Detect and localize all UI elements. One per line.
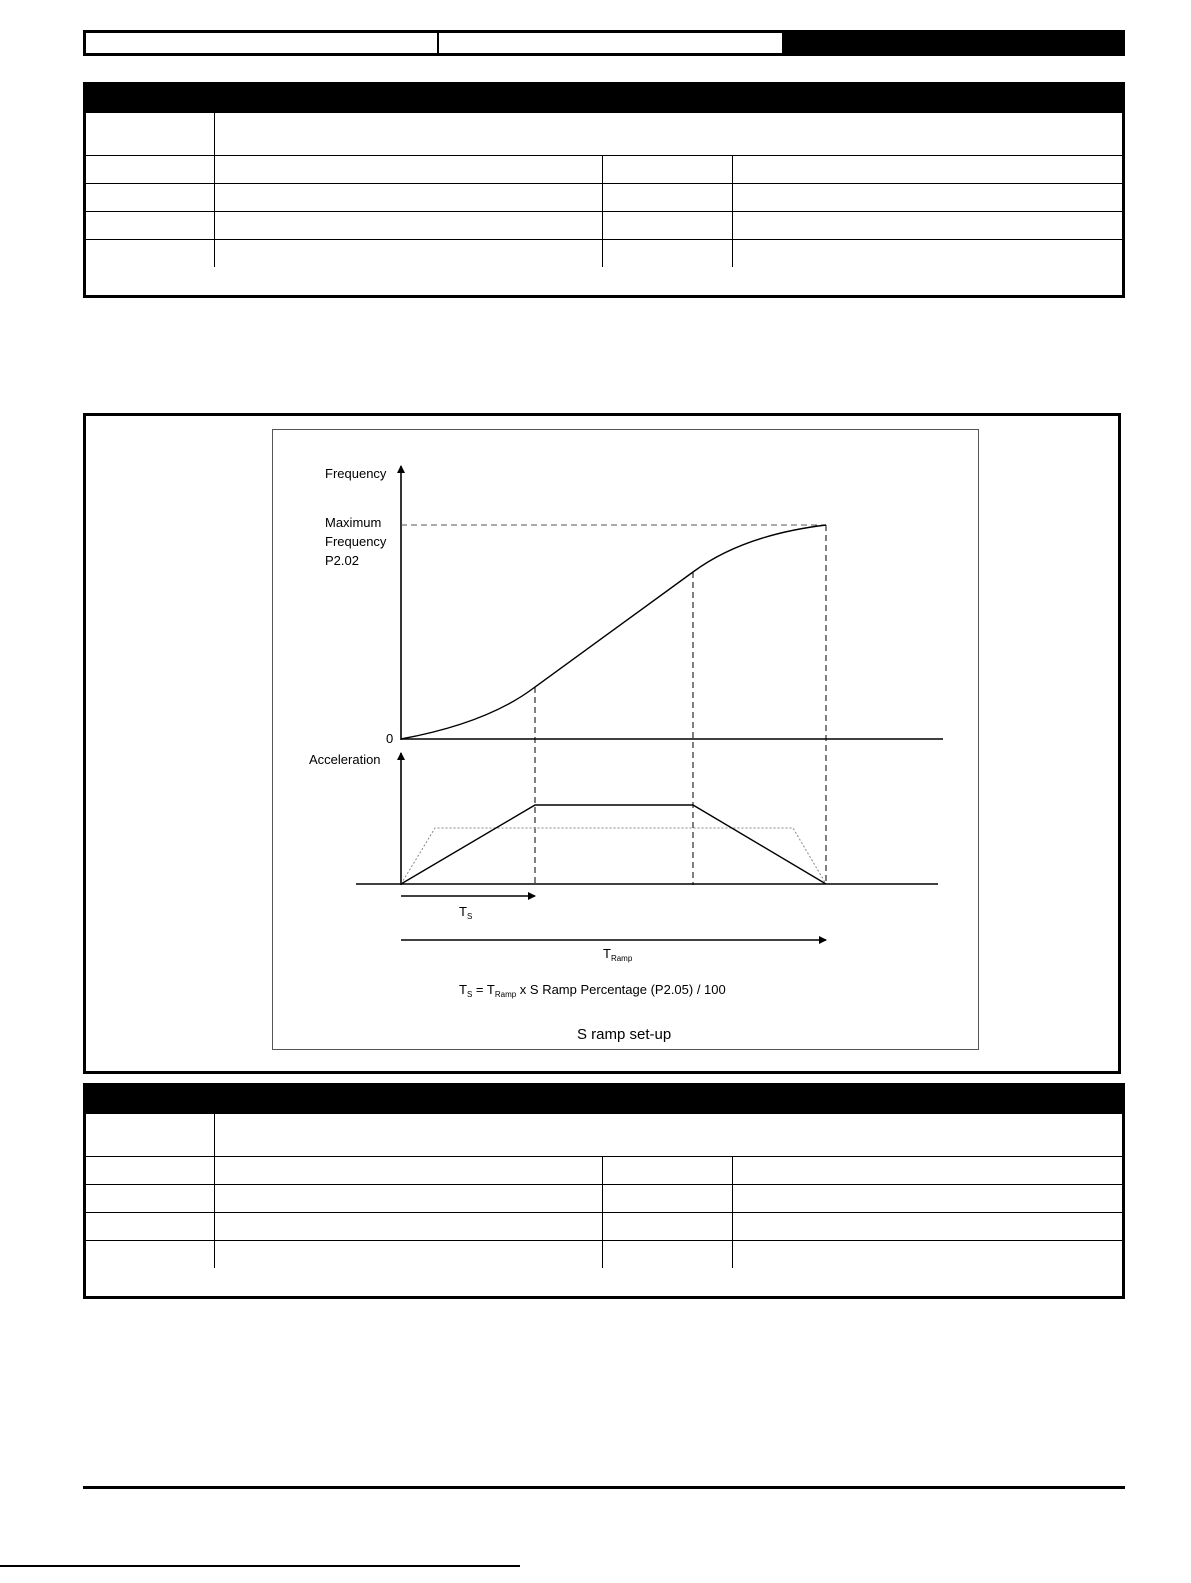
- table-cell: [603, 212, 733, 239]
- table-cell: [733, 212, 1122, 239]
- table-cell: [86, 1213, 215, 1240]
- tramp-label: [603, 946, 633, 963]
- description-label: [86, 113, 215, 155]
- table-cell: [603, 156, 733, 183]
- table-description-row: [86, 1114, 1122, 1157]
- linear-ramp-reference: [401, 828, 826, 884]
- table-title-row: [86, 85, 1122, 113]
- table-cell: [733, 184, 1122, 211]
- table-cell: [603, 1157, 733, 1184]
- table-row: [86, 156, 1122, 184]
- table-row: [86, 1185, 1122, 1213]
- table-row: [86, 212, 1122, 240]
- max-frequency-label-line1: Maximum: [325, 515, 382, 530]
- acceleration-profile: [401, 805, 826, 884]
- table-row: [86, 240, 1122, 268]
- parameter-table-top: [83, 82, 1125, 298]
- footer-divider: [83, 1486, 1125, 1489]
- ts-label: [459, 904, 472, 921]
- ts-label-main: T: [459, 904, 467, 919]
- table-cell: [733, 1241, 1122, 1268]
- table-cell: [215, 212, 603, 239]
- table-cell: [86, 212, 215, 239]
- formula-ts-main: T: [459, 982, 467, 997]
- table-cell: [86, 1241, 215, 1268]
- table-cell: [215, 240, 603, 267]
- header-cell-middle: [439, 33, 782, 53]
- table-cell: [603, 184, 733, 211]
- max-frequency-label-line2: Frequency: [325, 534, 387, 549]
- max-frequency-label-line3: P2.02: [325, 553, 359, 568]
- description-text: [215, 113, 1122, 155]
- figure-frame: [83, 413, 1121, 1074]
- table-row: [86, 1213, 1122, 1241]
- table-cell: [603, 240, 733, 267]
- s-ramp-diagram-svg: [273, 430, 977, 1048]
- formula-tramp-main: T: [486, 982, 495, 997]
- description-label: [86, 1114, 215, 1156]
- formula-equals: =: [472, 982, 487, 997]
- table-title-left: [92, 85, 212, 113]
- table-title-row: [86, 1086, 1122, 1114]
- ts-label-sub: S: [466, 912, 473, 921]
- header-cell-left: [86, 33, 439, 53]
- table-cell: [215, 1185, 603, 1212]
- table-cell: [215, 184, 603, 211]
- table-cell: [733, 240, 1122, 267]
- page-header-bar: [83, 30, 1125, 56]
- table-cell: [733, 156, 1122, 183]
- tramp-label-sub: Ramp: [610, 954, 633, 963]
- table-title-left: [92, 1086, 212, 1114]
- figure-caption: S ramp set-up: [577, 1026, 672, 1043]
- tramp-label-main: T: [603, 946, 611, 961]
- table-cell: [86, 1185, 215, 1212]
- zero-label: 0: [386, 731, 394, 746]
- footnote-divider: [0, 1565, 520, 1567]
- table-cell: [603, 1213, 733, 1240]
- table-cell: [733, 1185, 1122, 1212]
- table-row: [86, 1157, 1122, 1185]
- table-cell: [215, 1157, 603, 1184]
- s-ramp-diagram: [272, 429, 979, 1050]
- table-title-right: [222, 1086, 1116, 1114]
- table-row: [86, 184, 1122, 212]
- table-row: [86, 1241, 1122, 1269]
- table-cell: [603, 1241, 733, 1268]
- table-cell: [86, 156, 215, 183]
- table-cell: [733, 1157, 1122, 1184]
- table-cell: [86, 1157, 215, 1184]
- frequency-s-curve: [401, 525, 826, 739]
- formula-rest: x S Ramp Percentage (P2.05) / 100: [516, 982, 726, 997]
- formula-tramp-sub: Ramp: [494, 990, 517, 999]
- ts-formula: [459, 982, 726, 999]
- header-cell-right: [782, 33, 1122, 53]
- table-title-right: [222, 85, 1116, 113]
- table-cell: [215, 156, 603, 183]
- table-cell: [86, 184, 215, 211]
- table-cell: [215, 1213, 603, 1240]
- table-description-row: [86, 113, 1122, 156]
- formula-ts-sub: S: [466, 990, 473, 999]
- table-cell: [603, 1185, 733, 1212]
- table-cell: [215, 1241, 603, 1268]
- table-cell: [86, 240, 215, 267]
- table-cell: [733, 1213, 1122, 1240]
- description-text: [215, 1114, 1122, 1156]
- parameter-table-bottom: [83, 1083, 1125, 1299]
- acceleration-label: Acceleration: [309, 752, 381, 767]
- frequency-label: Frequency: [325, 466, 387, 481]
